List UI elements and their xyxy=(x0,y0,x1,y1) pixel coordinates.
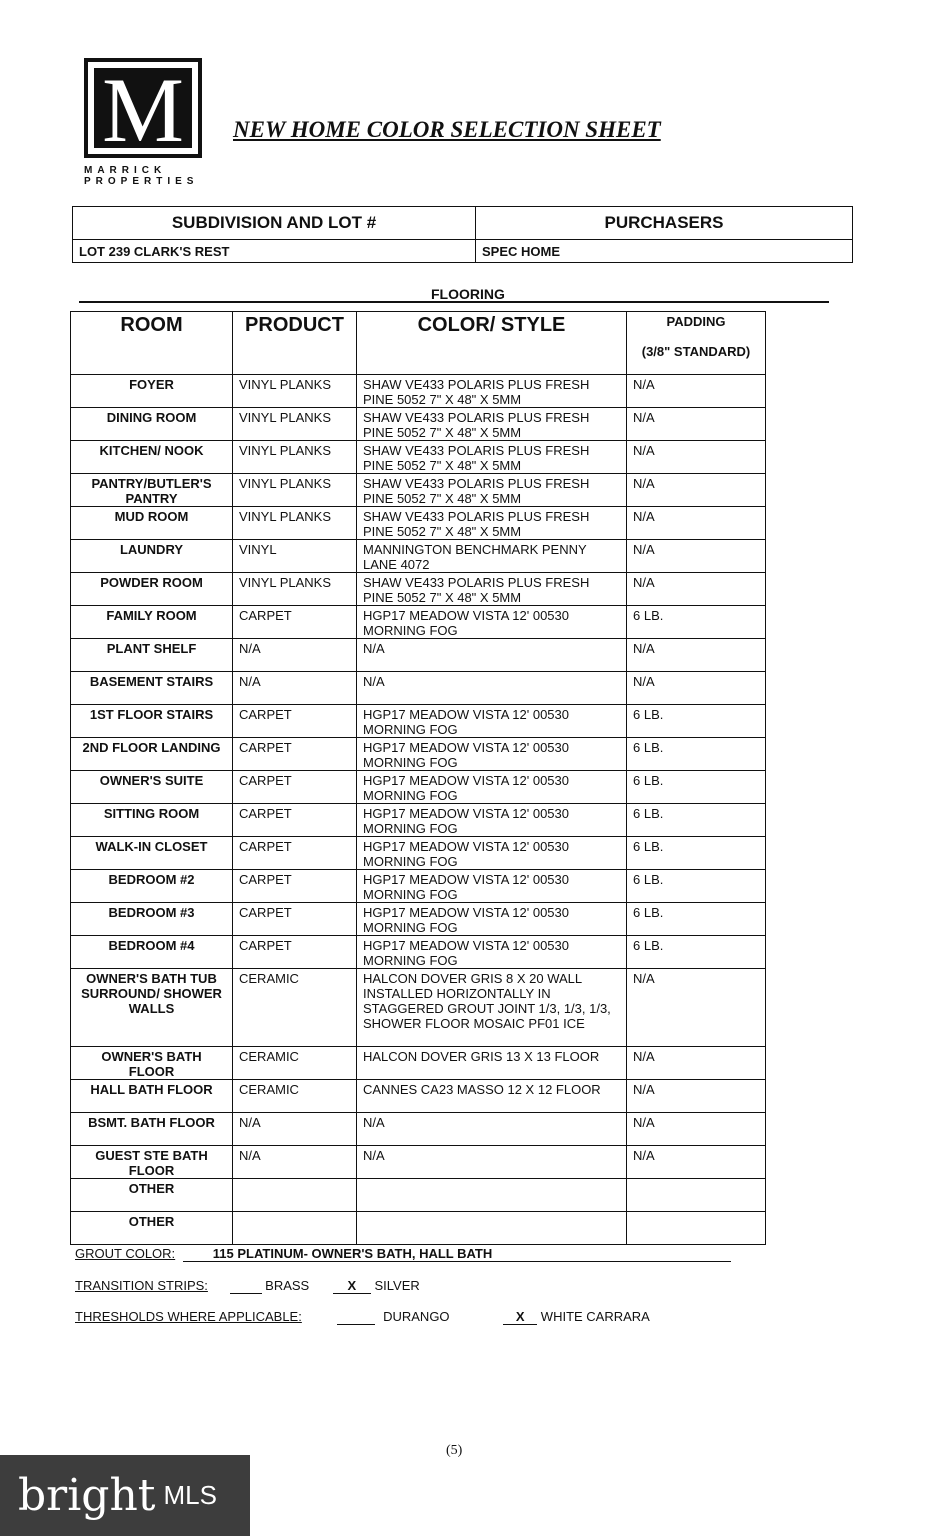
table-row xyxy=(71,606,766,639)
padding-cell: 6 LB. xyxy=(627,903,766,936)
product-cell: CARPET xyxy=(233,870,357,903)
section-title: FLOORING xyxy=(431,286,505,302)
product-cell: CERAMIC xyxy=(233,1047,357,1080)
table-row xyxy=(71,1047,766,1080)
product-cell: VINYL PLANKS xyxy=(233,573,357,606)
padding-cell: 6 LB. xyxy=(627,606,766,639)
room-cell: BEDROOM #4 xyxy=(71,936,233,969)
padding-cell: N/A xyxy=(627,1113,766,1146)
color-cell xyxy=(357,1212,627,1245)
color-cell: HGP17 MEADOW VISTA 12' 00530 MORNING FOG xyxy=(357,606,627,639)
padding-cell: N/A xyxy=(627,474,766,507)
table-row xyxy=(71,837,766,870)
product-cell: N/A xyxy=(233,672,357,705)
padding-cell: N/A xyxy=(627,1047,766,1080)
table-row xyxy=(71,540,766,573)
threshold-carrara-mark: X xyxy=(503,1309,537,1325)
product-cell xyxy=(233,1212,357,1245)
padding-cell: N/A xyxy=(627,639,766,672)
logo-letter: M xyxy=(102,59,184,161)
color-cell: HGP17 MEADOW VISTA 12' 00530 MORNING FOG xyxy=(357,738,627,771)
color-cell xyxy=(357,1179,627,1212)
color-cell: SHAW VE433 POLARIS PLUS FRESH PINE 5052 7" X 48" X 5MM xyxy=(357,507,627,540)
color-cell: HALCON DOVER GRIS 8 X 20 WALL INSTALLED HORIZONTALLY IN STAGGERED GROUT JOINT 1/3, 1/3, 1/3, SHOWER FLOOR MOSAIC PF01 ICE xyxy=(357,969,627,1047)
product-cell: CERAMIC xyxy=(233,1080,357,1113)
color-cell: SHAW VE433 POLARIS PLUS FRESH PINE 5052 7" X 48" X 5MM xyxy=(357,408,627,441)
table-row xyxy=(71,507,766,540)
lot-info-table xyxy=(72,206,853,263)
product-cell: CARPET xyxy=(233,903,357,936)
color-cell: HGP17 MEADOW VISTA 12' 00530 MORNING FOG xyxy=(357,837,627,870)
table-row xyxy=(71,639,766,672)
threshold-carrara: WHITE CARRARA xyxy=(540,1309,650,1324)
watermark-suffix: MLS xyxy=(163,1480,217,1510)
room-cell: 2ND FLOOR LANDING xyxy=(71,738,233,771)
product-cell xyxy=(233,1179,357,1212)
color-cell: HALCON DOVER GRIS 13 X 13 FLOOR xyxy=(357,1047,627,1080)
room-cell: FOYER xyxy=(71,375,233,408)
threshold-label: THRESHOLDS WHERE APPLICABLE: xyxy=(75,1309,302,1324)
subdivision-value: LOT 239 CLARK'S REST xyxy=(73,240,476,263)
table-row xyxy=(71,903,766,936)
color-cell: N/A xyxy=(357,1146,627,1179)
room-cell: OTHER xyxy=(71,1179,233,1212)
product-cell: N/A xyxy=(233,1113,357,1146)
table-row xyxy=(71,1212,766,1245)
padding-label: PADDING xyxy=(666,314,726,329)
grout-value: 115 PLATINUM- OWNER'S BATH, HALL BATH xyxy=(183,1246,731,1262)
table-row xyxy=(71,672,766,705)
table-row xyxy=(71,804,766,837)
color-cell: HGP17 MEADOW VISTA 12' 00530 MORNING FOG xyxy=(357,936,627,969)
product-cell: CARPET xyxy=(233,738,357,771)
padding-cell: N/A xyxy=(627,1146,766,1179)
transition-brass-blank xyxy=(230,1278,262,1294)
table-row xyxy=(71,1179,766,1212)
room-cell: GUEST STE BATH FLOOR xyxy=(71,1146,233,1179)
color-cell: HGP17 MEADOW VISTA 12' 00530 MORNING FOG xyxy=(357,870,627,903)
table-row xyxy=(71,408,766,441)
room-cell: FAMILY ROOM xyxy=(71,606,233,639)
transition-line xyxy=(75,1278,420,1294)
page-title: NEW HOME COLOR SELECTION SHEET xyxy=(233,117,661,142)
room-cell: SITTING ROOM xyxy=(71,804,233,837)
product-column-header: PRODUCT xyxy=(233,312,357,375)
padding-cell: N/A xyxy=(627,375,766,408)
color-cell: HGP17 MEADOW VISTA 12' 00530 MORNING FOG xyxy=(357,804,627,837)
flooring-rows xyxy=(71,375,766,1245)
room-cell: PANTRY/BUTLER'S PANTRY xyxy=(71,474,233,507)
page-number: (5) xyxy=(446,1443,463,1458)
grout-label: GROUT COLOR: xyxy=(75,1246,176,1261)
room-cell: KITCHEN/ NOOK xyxy=(71,441,233,474)
padding-cell: 6 LB. xyxy=(627,771,766,804)
padding-cell: 6 LB. xyxy=(627,837,766,870)
watermark-brand: bright xyxy=(18,1470,156,1521)
color-cell: SHAW VE433 POLARIS PLUS FRESH PINE 5052 7" X 48" X 5MM xyxy=(357,375,627,408)
table-row xyxy=(71,870,766,903)
padding-cell: N/A xyxy=(627,573,766,606)
padding-note: (3/8" STANDARD) xyxy=(641,344,751,359)
room-cell: POWDER ROOM xyxy=(71,573,233,606)
color-cell: SHAW VE433 POLARIS PLUS FRESH PINE 5052 7" X 48" X 5MM xyxy=(357,474,627,507)
bright-mls-watermark xyxy=(0,1455,250,1536)
color-cell: HGP17 MEADOW VISTA 12' 00530 MORNING FOG xyxy=(357,771,627,804)
color-cell: N/A xyxy=(357,672,627,705)
table-row xyxy=(71,375,766,408)
room-column-header: ROOM xyxy=(71,312,233,375)
padding-cell: N/A xyxy=(627,1080,766,1113)
table-row xyxy=(71,441,766,474)
table-row xyxy=(71,1080,766,1113)
color-cell: SHAW VE433 POLARIS PLUS FRESH PINE 5052 7" X 48" X 5MM xyxy=(357,441,627,474)
color-cell: CANNES CA23 MASSO 12 X 12 FLOOR xyxy=(357,1080,627,1113)
color-cell: HGP17 MEADOW VISTA 12' 00530 MORNING FOG xyxy=(357,705,627,738)
table-row xyxy=(71,573,766,606)
padding-cell xyxy=(627,1212,766,1245)
product-cell: VINYL PLANKS xyxy=(233,507,357,540)
padding-cell: 6 LB. xyxy=(627,870,766,903)
product-cell: VINYL PLANKS xyxy=(233,441,357,474)
product-cell: CARPET xyxy=(233,936,357,969)
table-row xyxy=(71,474,766,507)
product-cell: VINYL xyxy=(233,540,357,573)
table-row xyxy=(71,738,766,771)
product-cell: N/A xyxy=(233,1146,357,1179)
product-cell: CARPET xyxy=(233,705,357,738)
transition-silver: SILVER xyxy=(374,1278,420,1293)
room-cell: BEDROOM #3 xyxy=(71,903,233,936)
product-cell: CARPET xyxy=(233,804,357,837)
threshold-durango-blank xyxy=(337,1309,375,1325)
table-row xyxy=(71,1113,766,1146)
purchasers-header: PURCHASERS xyxy=(476,207,853,240)
room-cell: 1ST FLOOR STAIRS xyxy=(71,705,233,738)
product-cell: N/A xyxy=(233,639,357,672)
padding-cell: 6 LB. xyxy=(627,804,766,837)
color-cell: SHAW VE433 POLARIS PLUS FRESH PINE 5052 7" X 48" X 5MM xyxy=(357,573,627,606)
table-row xyxy=(71,936,766,969)
purchasers-value: SPEC HOME xyxy=(476,240,853,263)
room-cell: PLANT SHELF xyxy=(71,639,233,672)
company-logo xyxy=(84,58,202,161)
room-cell: BASEMENT STAIRS xyxy=(71,672,233,705)
product-cell: CARPET xyxy=(233,837,357,870)
table-row xyxy=(71,969,766,1047)
table-row xyxy=(71,1146,766,1179)
room-cell: OWNER'S SUITE xyxy=(71,771,233,804)
padding-cell: N/A xyxy=(627,540,766,573)
padding-cell: N/A xyxy=(627,441,766,474)
threshold-durango: DURANGO xyxy=(383,1309,450,1324)
color-cell: N/A xyxy=(357,639,627,672)
room-cell: OTHER xyxy=(71,1212,233,1245)
transition-label: TRANSITION STRIPS: xyxy=(75,1278,208,1293)
room-cell: BSMT. BATH FLOOR xyxy=(71,1113,233,1146)
color-column-header: COLOR/ STYLE xyxy=(357,312,627,375)
padding-cell: 6 LB. xyxy=(627,705,766,738)
grout-line xyxy=(75,1246,731,1262)
padding-column-header xyxy=(627,312,766,375)
flooring-table xyxy=(70,311,766,1245)
padding-cell xyxy=(627,1179,766,1212)
product-cell: CERAMIC xyxy=(233,969,357,1047)
product-cell: VINYL PLANKS xyxy=(233,408,357,441)
product-cell: VINYL PLANKS xyxy=(233,474,357,507)
room-cell: BEDROOM #2 xyxy=(71,870,233,903)
room-cell: LAUNDRY xyxy=(71,540,233,573)
transition-brass: BRASS xyxy=(265,1278,310,1293)
padding-cell: 6 LB. xyxy=(627,936,766,969)
subdivision-header: SUBDIVISION AND LOT # xyxy=(73,207,476,240)
product-cell: CARPET xyxy=(233,771,357,804)
transition-silver-mark: X xyxy=(333,1278,371,1294)
product-cell: CARPET xyxy=(233,606,357,639)
room-cell: HALL BATH FLOOR xyxy=(71,1080,233,1113)
padding-cell: N/A xyxy=(627,507,766,540)
room-cell: MUD ROOM xyxy=(71,507,233,540)
threshold-line xyxy=(75,1309,650,1325)
room-cell: WALK-IN CLOSET xyxy=(71,837,233,870)
table-row xyxy=(71,771,766,804)
section-rule xyxy=(79,301,829,303)
padding-cell: 6 LB. xyxy=(627,738,766,771)
logo-company-name: MARRICK PROPERTIES xyxy=(84,165,199,187)
color-cell: N/A xyxy=(357,1113,627,1146)
color-cell: MANNINGTON BENCHMARK PENNY LANE 4072 xyxy=(357,540,627,573)
room-cell: OWNER'S BATH FLOOR xyxy=(71,1047,233,1080)
room-cell: OWNER'S BATH TUB SURROUND/ SHOWER WALLS xyxy=(71,969,233,1047)
padding-cell: N/A xyxy=(627,408,766,441)
product-cell: VINYL PLANKS xyxy=(233,375,357,408)
color-cell: HGP17 MEADOW VISTA 12' 00530 MORNING FOG xyxy=(357,903,627,936)
table-row xyxy=(71,705,766,738)
padding-cell: N/A xyxy=(627,969,766,1047)
room-cell: DINING ROOM xyxy=(71,408,233,441)
padding-cell: N/A xyxy=(627,672,766,705)
